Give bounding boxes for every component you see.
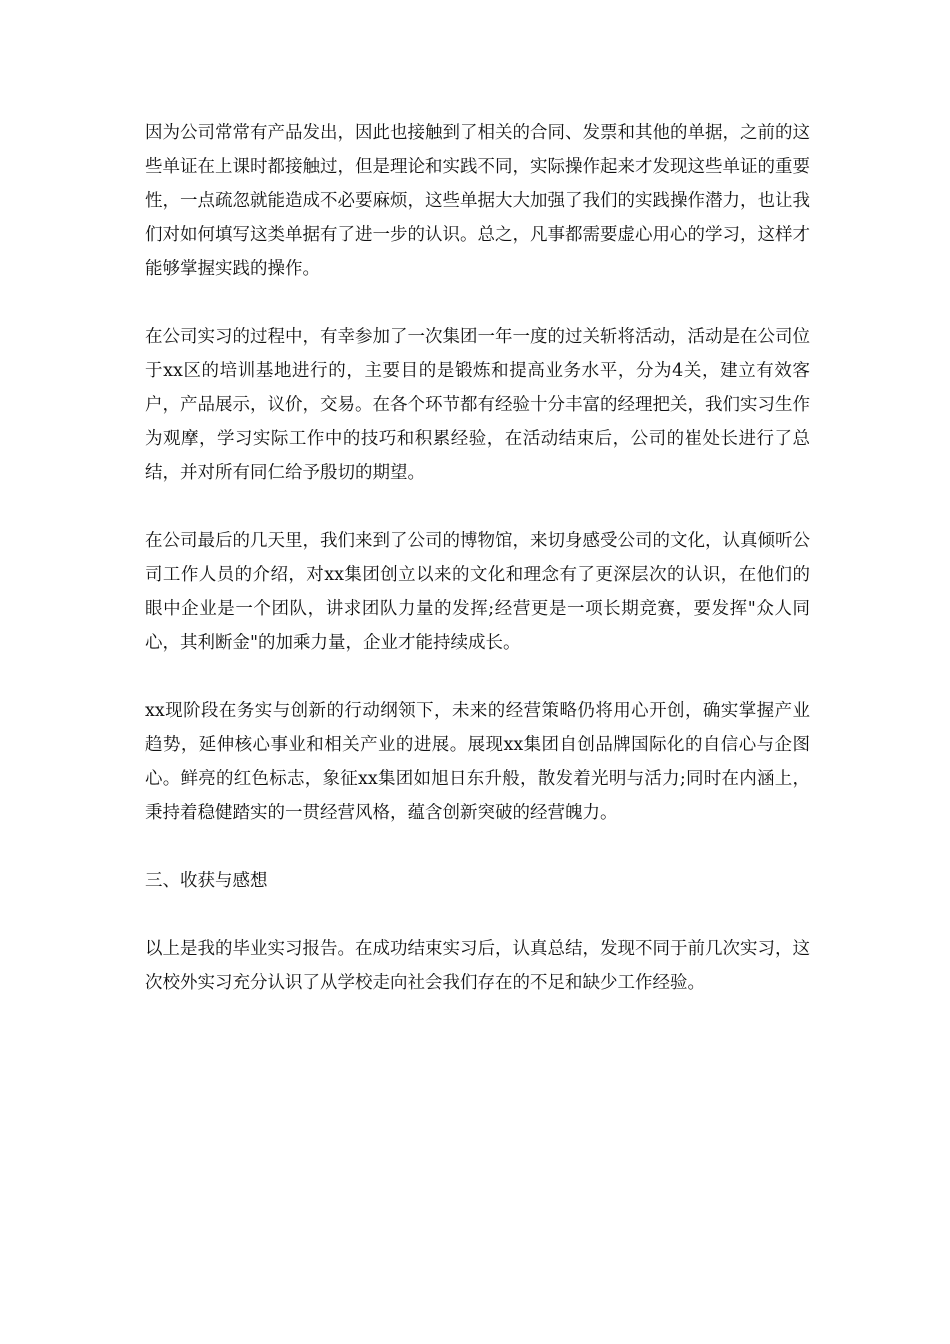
paragraph-company-strategy: xx现阶段在务实与创新的行动纲领下，未来的经营策略仍将用心开创，确实掌握产业趋势，延伸核心事业和相关产业的进展。展现xx集团自创品牌国际化的自信心与企图心。鲜亮的红色标志，象征xx集团如旭日东升般，散发着光明与活力;同时在内涵上，秉持着稳健踏实的一贯经营风格，蕴含创新突破的经营魄力。	[145, 701, 810, 823]
paragraph-training-activity: 在公司实习的过程中，有幸参加了一次集团一年一度的过关斩将活动，活动是在公司位于xx区的培训基地进行的，主要目的是锻炼和提高业务水平，分为4关，建立有效客户，产品展示，议价，交易。在各个环节都有经验十分丰富的经理把关，我们实习生作为观摩，学习实际工作中的技巧和积累经验，在活动结束后，公司的崔处长进行了总结，并对所有同仁给予殷切的期望。	[145, 327, 810, 483]
paragraph-conclusion: 以上是我的毕业实习报告。在成功结束实习后，认真总结，发现不同于前几次实习，这次校外实习充分认识了从学校走向社会我们存在的不足和缺少工作经验。	[145, 939, 810, 993]
paragraph-company-museum: 在公司最后的几天里，我们来到了公司的博物馆，来切身感受公司的文化，认真倾听公司工作人员的介绍，对xx集团创立以来的文化和理念有了更深层次的认识，在他们的眼中企业是一个团队，讲求团队力量的发挥;经营更是一项长期竞赛，要发挥"众人同心，其利断金"的加乘力量，企业才能持续成长。	[145, 531, 810, 653]
paragraph-documents-experience: 因为公司常常有产品发出，因此也接触到了相关的合同、发票和其他的单据，之前的这些单证在上课时都接触过，但是理论和实践不同，实际操作起来才发现这些单证的重要性，一点疏忽就能造成不必要麻烦，这些单据大大加强了我们的实践操作潜力，也让我们对如何填写这类单据有了进一步的认识。总之，凡事都需要虚心用心的学习，这样才能够掌握实践的操作。	[145, 123, 810, 279]
document-body	[145, 116, 810, 1034]
section-heading: 三、收获与感想	[145, 871, 268, 891]
